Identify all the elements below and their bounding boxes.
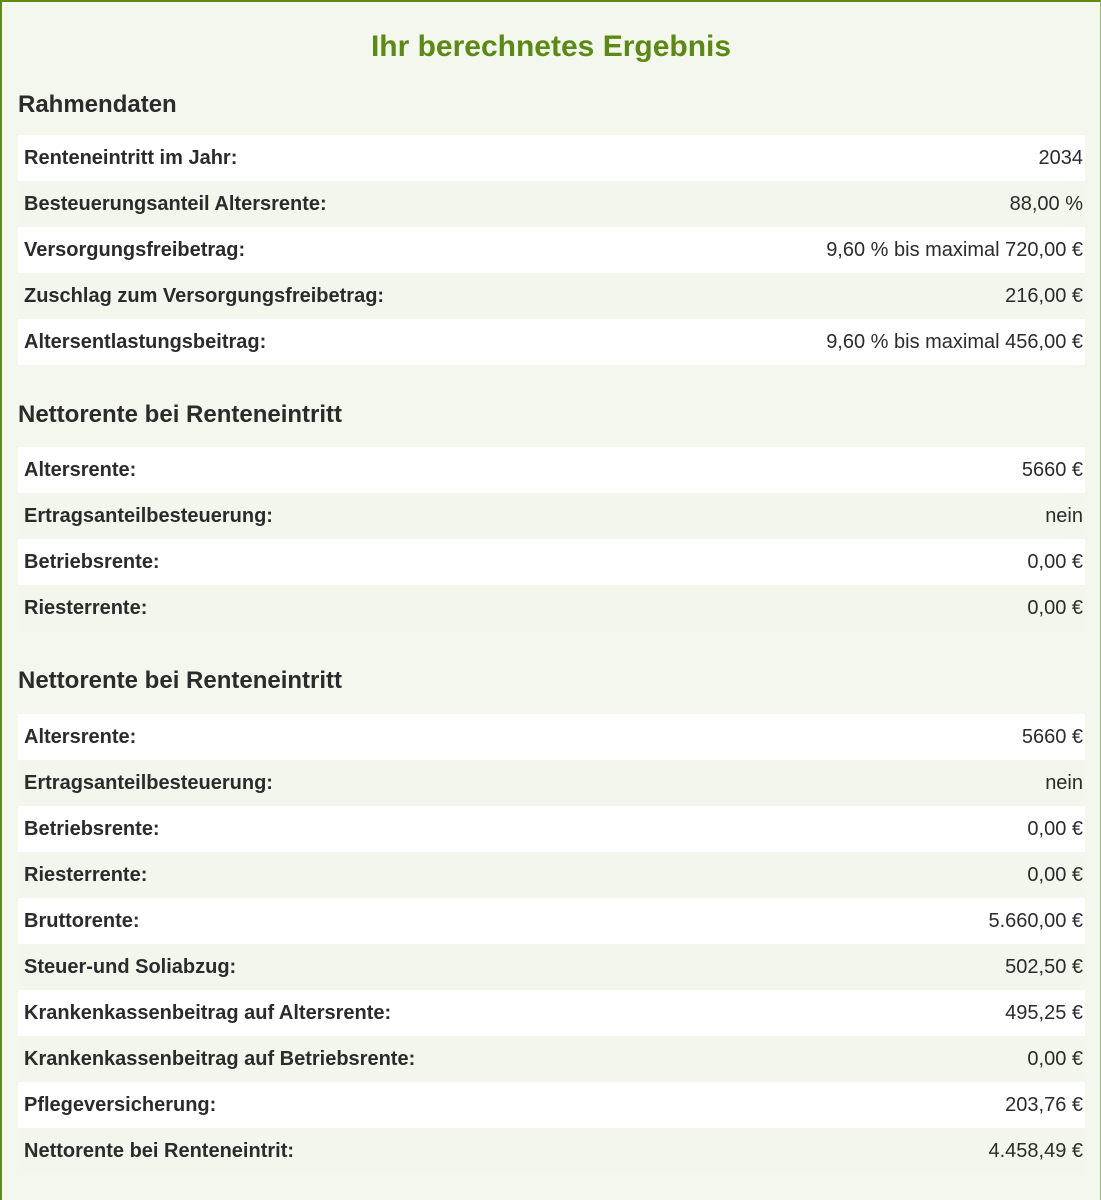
table-row	[18, 447, 1085, 493]
row-value: 0,00 €	[1027, 1047, 1083, 1070]
row-label: Altersrente:	[24, 725, 137, 748]
table-row	[18, 181, 1085, 227]
table-row	[18, 273, 1085, 319]
row-value: 5660 €	[1021, 458, 1083, 481]
table-row	[18, 319, 1085, 365]
row-value: 9,60 % bis maximal 456,00 €	[826, 330, 1083, 353]
row-label: Nettorente bei Renteneintrit:	[24, 1139, 295, 1162]
data-table	[18, 135, 1085, 365]
table-row	[18, 714, 1085, 760]
table-row	[18, 1036, 1085, 1082]
row-label: Ertragsanteilbesteuerung:	[24, 504, 273, 527]
row-label: Ertragsanteilbesteuerung:	[24, 771, 273, 794]
table-row	[18, 493, 1085, 539]
row-value: nein	[1045, 771, 1083, 794]
data-table	[18, 714, 1085, 1174]
page-title: Ihr berechnetes Ergebnis	[370, 30, 732, 63]
table-row	[18, 898, 1085, 944]
row-label: Bruttorente:	[24, 909, 140, 932]
table-row	[18, 227, 1085, 273]
row-value: 0,00 €	[1027, 550, 1083, 573]
row-label: Riesterrente:	[24, 863, 148, 886]
table-row	[18, 585, 1085, 631]
section-heading: Nettorente bei Renteneintritt	[18, 401, 343, 428]
row-label: Krankenkassenbeitrag auf Altersrente:	[24, 1001, 392, 1024]
row-label: Versorgungsfreibetrag:	[24, 238, 246, 261]
section-rahmendaten	[18, 91, 1085, 365]
row-value: 0,00 €	[1027, 596, 1083, 619]
row-label: Zuschlag zum Versorgungsfreibetrag:	[24, 284, 385, 307]
row-label: Besteuerungsanteil Altersrente:	[24, 192, 327, 215]
table-row	[18, 990, 1085, 1036]
table-row	[18, 1128, 1085, 1174]
row-label: Steuer-und Soliabzug:	[24, 955, 237, 978]
row-label: Altersrente:	[24, 458, 137, 481]
row-value: 495,25 €	[1005, 1001, 1083, 1024]
row-label: Renteneintritt im Jahr:	[24, 146, 238, 169]
row-value: 0,00 €	[1027, 863, 1083, 886]
section-nettorente-2	[18, 667, 1085, 1174]
table-row	[18, 760, 1085, 806]
row-value: 88,00 %	[1009, 192, 1083, 215]
table-row	[18, 944, 1085, 990]
row-value: 4.458,49 €	[988, 1139, 1083, 1162]
row-value: 216,00 €	[1005, 284, 1083, 307]
row-value: 502,50 €	[1005, 955, 1083, 978]
table-row	[18, 135, 1085, 181]
row-label: Krankenkassenbeitrag auf Betriebsrente:	[24, 1047, 416, 1070]
row-label: Altersentlastungsbeitrag:	[24, 330, 267, 353]
row-label: Pflegeversicherung:	[24, 1093, 217, 1116]
row-label: Riesterrente:	[24, 596, 148, 619]
row-value: nein	[1045, 504, 1083, 527]
table-row	[18, 1082, 1085, 1128]
section-nettorente-1	[18, 401, 1085, 631]
row-value: 0,00 €	[1027, 817, 1083, 840]
row-value: 5.660,00 €	[988, 909, 1083, 932]
table-row	[18, 806, 1085, 852]
row-value: 5660 €	[1021, 725, 1083, 748]
data-table	[18, 447, 1085, 631]
row-value: 9,60 % bis maximal 720,00 €	[826, 238, 1083, 261]
row-label: Betriebsrente:	[24, 817, 160, 840]
section-heading: Nettorente bei Renteneintritt	[18, 667, 343, 694]
table-row	[18, 852, 1085, 898]
row-value: 203,76 €	[1005, 1093, 1083, 1116]
section-heading: Rahmendaten	[18, 91, 177, 118]
row-label: Betriebsrente:	[24, 550, 160, 573]
row-value: 2034	[1038, 146, 1083, 169]
table-row	[18, 539, 1085, 585]
